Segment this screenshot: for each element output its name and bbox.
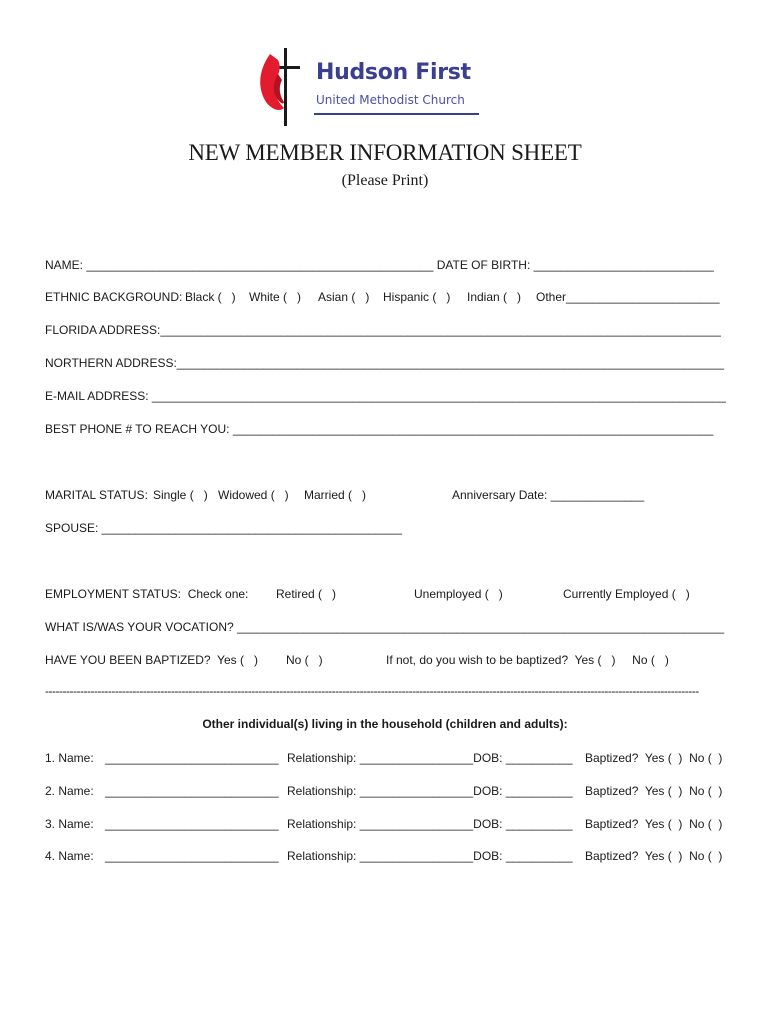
household-relationship-dob-field[interactable]: Relationship: _________________DOB: __________ (287, 784, 573, 798)
vocation-field[interactable]: WHAT IS/WAS YOUR VOCATION? _________________________________________________________________________ (45, 620, 725, 634)
household-name-label: 1. Name: (45, 751, 94, 765)
section-divider: ------------------------------------------------------------------------------------------------------------------------------------------------------------------------------------------- (45, 684, 699, 698)
ethnic-black-option[interactable]: Black ( ) (185, 290, 236, 304)
employment-employed-option[interactable]: Currently Employed ( ) (563, 587, 690, 601)
household-name-field[interactable]: __________________________ (105, 817, 279, 831)
best-phone-field[interactable]: BEST PHONE # TO REACH YOU: ________________________________________________________________________ (45, 422, 714, 436)
household-relationship-dob-field[interactable]: Relationship: _________________DOB: __________ (287, 817, 573, 831)
marital-status-label: MARITAL STATUS: (45, 488, 148, 502)
household-relationship-dob-field[interactable]: Relationship: _________________DOB: __________ (287, 849, 573, 863)
employment-status-label: EMPLOYMENT STATUS: Check one: (45, 587, 249, 601)
logo-title: Hudson First (316, 60, 471, 85)
household-baptized-options[interactable]: Baptized? Yes ( ) No ( ) (585, 849, 723, 863)
ethnic-asian-option[interactable]: Asian ( ) (318, 290, 370, 304)
logo-subtitle: United Methodist Church (316, 93, 465, 107)
cross-flame-icon (260, 48, 300, 126)
household-name-label: 4. Name: (45, 849, 94, 863)
florida-address-field[interactable]: FLORIDA ADDRESS:____________________________________________________________________________________ (45, 323, 721, 337)
household-relationship-dob-field[interactable]: Relationship: _________________DOB: __________ (287, 751, 573, 765)
baptized-no-option[interactable]: No ( ) (286, 653, 323, 667)
ethnic-other-field[interactable]: Other_______________________ (536, 290, 720, 304)
baptize-wish-options[interactable]: If not, do you wish to be baptized? Yes ( ) No ( ) (386, 653, 669, 667)
household-name-field[interactable]: __________________________ (105, 751, 279, 765)
northern-address-field[interactable]: NORTHERN ADDRESS:__________________________________________________________________________________ (45, 356, 725, 370)
marital-married-option[interactable]: Married ( ) (304, 488, 367, 502)
household-name-label: 3. Name: (45, 817, 94, 831)
household-name-field[interactable]: __________________________ (105, 784, 279, 798)
baptized-yes-option[interactable]: HAVE YOU BEEN BAPTIZED? Yes ( ) (45, 653, 258, 667)
name-dob-field[interactable]: NAME: ____________________________________________________ DATE OF BIRTH: ___________________________ (45, 258, 714, 272)
household-heading: Other individual(s) living in the household (children and adults): (202, 717, 568, 731)
church-logo-icon (258, 46, 488, 128)
ethnic-white-option[interactable]: White ( ) (249, 290, 302, 304)
spouse-field[interactable]: SPOUSE: _____________________________________________ (45, 521, 403, 535)
household-baptized-options[interactable]: Baptized? Yes ( ) No ( ) (585, 751, 723, 765)
ethnic-hispanic-option[interactable]: Hispanic ( ) (383, 290, 451, 304)
household-name-label: 2. Name: (45, 784, 94, 798)
household-baptized-options[interactable]: Baptized? Yes ( ) No ( ) (585, 817, 723, 831)
logo-underline (314, 113, 479, 115)
email-address-field[interactable]: E-MAIL ADDRESS: ______________________________________________________________________________________ (45, 389, 726, 403)
marital-widowed-option[interactable]: Widowed ( ) (218, 488, 289, 502)
marital-single-option[interactable]: Single ( ) (153, 488, 208, 502)
anniversary-date-field[interactable]: Anniversary Date: ______________ (452, 488, 645, 502)
employment-retired-option[interactable]: Retired ( ) (276, 587, 337, 601)
ethnic-indian-option[interactable]: Indian ( ) (467, 290, 522, 304)
household-name-field[interactable]: __________________________ (105, 849, 279, 863)
household-baptized-options[interactable]: Baptized? Yes ( ) No ( ) (585, 784, 723, 798)
ethnic-label: ETHNIC BACKGROUND: (45, 290, 183, 304)
form-title: NEW MEMBER INFORMATION SHEET (188, 140, 582, 165)
form-subtitle: (Please Print) (341, 172, 429, 189)
employment-unemployed-option[interactable]: Unemployed ( ) (414, 587, 503, 601)
